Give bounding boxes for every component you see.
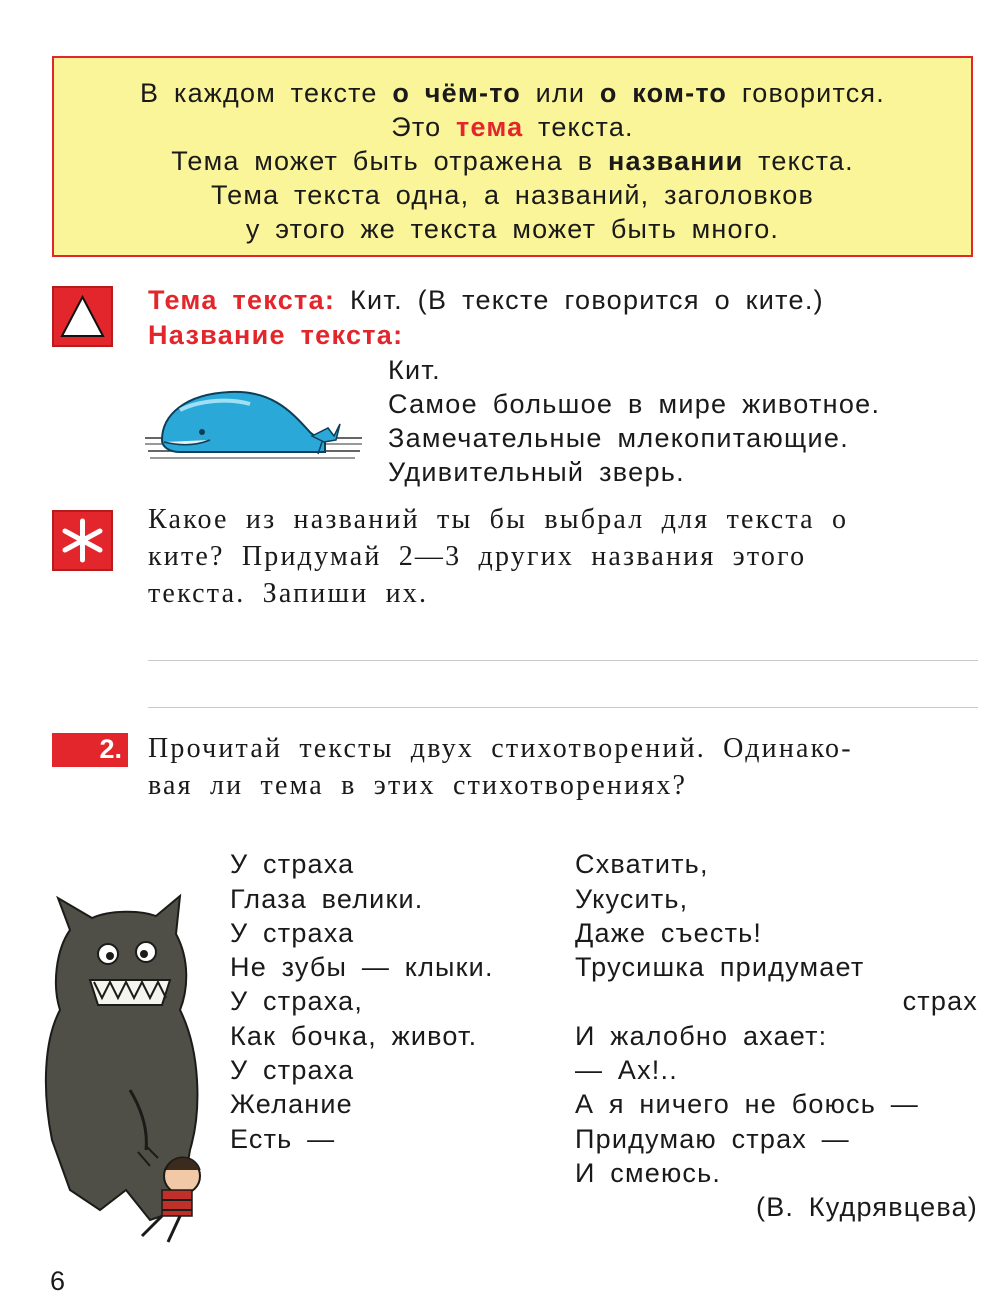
poem-right-line: — Ах!.. <box>575 1055 678 1085</box>
rule-box <box>52 56 973 257</box>
poem-left-line: Желание <box>230 1089 353 1119</box>
title-label: Название текста: <box>148 320 404 350</box>
task-line: Какое из названий ты бы выбрал для текста о <box>148 504 849 535</box>
theme-value: Кит. (В тексте говорится о ките.) <box>335 285 824 315</box>
poem-right-line: И жалобно ахает: <box>575 1021 828 1051</box>
task2-line: вая ли тема в этих стихотворениях? <box>148 770 688 801</box>
page-number: 6 <box>50 1266 66 1296</box>
triangle-marker-icon <box>52 286 113 347</box>
poem-left-line: Глаза велики. <box>230 884 424 914</box>
task-line: текста. Запиши их. <box>148 578 429 609</box>
rule-line-2: Это тема текста. <box>391 112 634 142</box>
task-line: ките? Придумай 2—3 других названия этого <box>148 541 807 572</box>
poem-left-line: У страха <box>230 1055 355 1085</box>
poem-left-line: У страха <box>230 849 355 879</box>
poem-right-line: Придумаю страх — <box>575 1124 850 1154</box>
monster-illustration <box>30 890 230 1250</box>
poem-right-line: страх <box>902 986 978 1016</box>
poem-right-line: А я ничего не боюсь — <box>575 1089 919 1119</box>
poem-left-line: У страха <box>230 918 355 948</box>
poem-right-line: Трусишка придумает <box>575 952 865 982</box>
poem-left-line: Не зубы — клыки. <box>230 952 494 982</box>
rule-line-1: В каждом тексте о чём-то или о ком-то говорится. <box>140 78 885 108</box>
rule-line-4: Тема текста одна, а названий, заголовков <box>210 180 815 210</box>
poem-right-line: Схватить, <box>575 849 709 879</box>
poem-right-line: Даже съесть! <box>575 918 763 948</box>
asterisk-marker-icon <box>52 510 113 571</box>
theme-label: Тема текста: <box>148 285 336 315</box>
poem-left-line: Как бочка, живот. <box>230 1021 478 1051</box>
title-option: Замечательные млекопитающие. <box>388 423 850 453</box>
title-option: Удивительный зверь. <box>388 457 685 487</box>
rule-line-5: у этого же текста может быть много. <box>245 214 780 244</box>
answer-line[interactable] <box>148 660 978 661</box>
theme-line <box>148 285 824 316</box>
answer-line[interactable] <box>148 707 978 708</box>
title-option: Кит. <box>388 355 441 385</box>
poem-right-line: И смеюсь. <box>575 1158 722 1188</box>
task-number-badge <box>52 733 128 767</box>
task-number: 2. <box>99 734 122 764</box>
poem-left-line: У страха, <box>230 986 364 1016</box>
poem-left-line: Есть — <box>230 1124 336 1154</box>
rule-line-3: Тема может быть отражена в названии текста. <box>171 146 854 176</box>
task2-line: Прочитай тексты двух стихотворений. Одинако- <box>148 733 853 764</box>
poem-right-line: Укусить, <box>575 884 689 914</box>
title-option: Самое большое в мире животное. <box>388 389 881 419</box>
whale-illustration <box>140 380 365 475</box>
poem-author: (В. Кудрявцева) <box>756 1192 978 1222</box>
